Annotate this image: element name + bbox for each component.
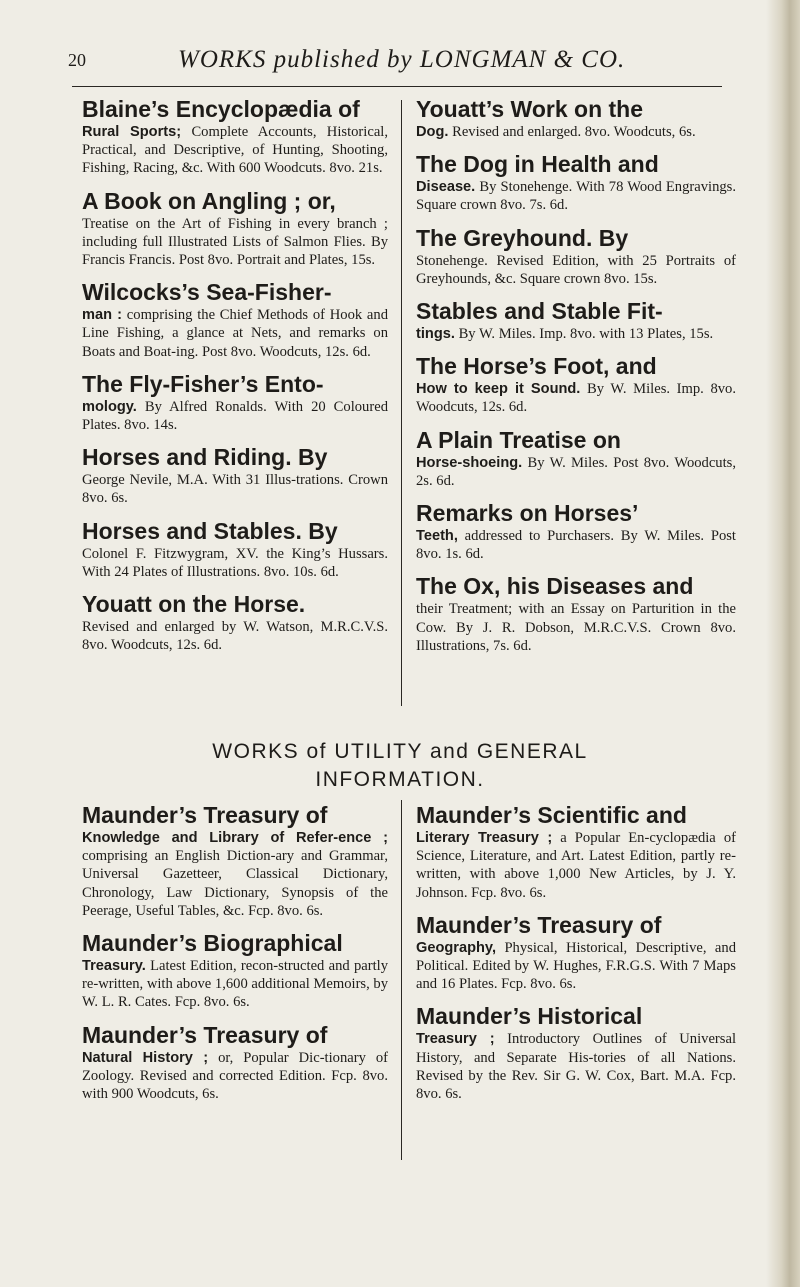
catalogue-entry	[416, 427, 736, 490]
entry-lead: Knowledge and Library of Refer-ence ;	[82, 830, 388, 846]
entry-description: Introductory Outlines of Universal History, and Separate His-tories of all Nations. Revised by the Rev. Sir G. W. Cox, Bart. M.A. Fcp. 8vo. 6s.	[416, 1031, 737, 1103]
entry-body	[82, 215, 388, 270]
header-rule	[72, 86, 722, 87]
entry-description: a Popular En-cyclopædia of Science, Literature, and Art. Latest Edition, partly re-written, with above 1,000 New Articles, by J. Y. Johnson. Fcp. 8vo. 6s.	[416, 830, 736, 901]
catalogue-entry	[416, 573, 736, 655]
entry-description: their Treatment; with an Essay on Parturition in the Cow. By J. R. Dobson, M.R.C.V.S. Crown 8vo. Illustrations, 7s. 6d.	[416, 601, 736, 654]
entry-description: By Alfred Ronalds. With 20 Coloured Plates. 8vo. 14s.	[82, 398, 388, 434]
page-edge-shadow	[766, 0, 800, 1287]
section-heading-line-2: INFORMATION.	[315, 768, 485, 791]
entry-description: Physical, Historical, Descriptive, and Political. Edited by W. Hughes, F.R.G.S. With 7 Maps and 16 Plates. Fcp. 8vo. 6s.	[416, 939, 736, 993]
entry-title: Maunder’s Treasury of	[416, 911, 662, 938]
entry-title: Remarks on Horses’	[416, 500, 639, 527]
entry-title: Horses and Riding. By	[82, 444, 328, 471]
entry-lead: mology.	[82, 398, 137, 415]
entry-description: comprising the Chief Methods of Hook and Line Fishing, a glance at Nets, and remarks on Boats and Boat-ing. Post 8vo. Woodcuts, 12s. 6d.	[82, 307, 388, 360]
entry-description: or, Popular Dic-tionary of Zoology. Revised and corrected Edition. Fcp. 8vo. with 900 Woodcuts, 6s.	[82, 1049, 388, 1103]
entry-description: Revised and enlarged. 8vo. Woodcuts, 6s.	[448, 124, 696, 140]
section-heading-line-1: WORKS of UTILITY and GENERAL	[212, 740, 588, 763]
catalogue-entry	[82, 518, 388, 581]
entry-description: By W. Miles. Post 8vo. Woodcuts, 2s. 6d.	[416, 454, 736, 489]
entry-body	[416, 380, 736, 416]
bottom-right-column	[416, 802, 736, 1113]
bottom-left-column	[82, 802, 388, 1113]
entry-title: The Greyhound. By	[416, 224, 629, 251]
entry-description: Colonel F. Fitzwygram, XV. the King’s Hussars. With 24 Plates of Illustrations. 8vo. 10s. 6d.	[82, 545, 388, 580]
catalogue-entry	[82, 802, 388, 920]
column-divider-bottom	[401, 800, 402, 1160]
entry-title: Stables and Stable Fit-	[416, 298, 663, 325]
catalogue-entry	[416, 151, 736, 214]
catalogue-entry	[416, 802, 736, 902]
entry-body	[416, 325, 736, 343]
entry-lead: Rural Sports;	[82, 124, 182, 140]
entry-body	[82, 829, 388, 920]
entry-description: Stonehenge. Revised Edition, with 25 Portraits of Greyhounds, &c. Square crown 8vo. 15s.	[416, 252, 736, 287]
entry-body	[416, 527, 736, 563]
entry-description: George Nevile, M.A. With 31 Illus-trations. Crown 8vo. 6s.	[82, 472, 388, 507]
entry-body	[416, 1030, 736, 1103]
entry-body	[82, 545, 388, 581]
catalogue-entry	[416, 96, 736, 141]
entry-lead: How to keep it Sound.	[416, 381, 581, 398]
entry-body	[416, 252, 736, 288]
entry-description: Latest Edition, recon-structed and partly re-written, with above 1,600 additional Memoirs, by W. L. R. Cates. Fcp. 8vo. 6s.	[82, 958, 388, 1011]
entry-lead: Disease.	[416, 179, 476, 196]
entry-body	[416, 600, 736, 655]
entry-lead: Horse-shoeing.	[416, 454, 523, 471]
entry-body	[82, 398, 388, 434]
entry-body	[82, 957, 388, 1012]
entry-lead: Treasury ;	[416, 1031, 495, 1048]
page-header	[68, 46, 728, 86]
entry-title: The Horse’s Foot, and	[416, 353, 657, 380]
entry-title: A Book on Angling ; or,	[82, 187, 336, 214]
entry-lead: Natural History ;	[82, 1049, 209, 1066]
entry-title: Youatt’s Work on the	[416, 96, 644, 122]
entry-title: Wilcocks’s Sea-Fisher-	[82, 279, 332, 306]
page-number: 20	[68, 50, 86, 70]
entry-title: Maunder’s Historical	[416, 1003, 643, 1030]
entry-description: Complete Accounts, Historical, Practical, and Descriptive, of Hunting, Shooting, Fishing, Racing, &c. With 600 Woodcuts. 8vo. 21s.	[82, 124, 388, 177]
entry-lead: Geography,	[416, 939, 497, 956]
entry-lead: Dog.	[416, 124, 449, 140]
top-right-column	[416, 96, 736, 665]
entry-title: A Plain Treatise on	[416, 426, 621, 453]
catalogue-entry	[416, 353, 736, 416]
entry-title: The Ox, his Diseases and	[416, 573, 694, 600]
entry-title: Maunder’s Scientific and	[416, 802, 687, 828]
entry-description: comprising an English Diction-ary and Grammar, Universal Gazetteer, Classical Dictionary, Chronology, Law Dictionary, Synopsis of the Peerage, Useful Tables, &c. Fcp. 8vo. 6s.	[82, 848, 388, 919]
entry-title: The Dog in Health and	[416, 151, 659, 178]
entry-title: Blaine’s Encyclopædia of	[82, 96, 360, 122]
entry-body	[82, 1049, 388, 1104]
entry-title: Maunder’s Treasury of	[82, 802, 328, 828]
entry-lead: Teeth,	[416, 528, 458, 545]
entry-body	[416, 123, 736, 141]
column-divider-top	[401, 100, 402, 706]
entry-body	[416, 939, 736, 994]
entry-lead: man :	[82, 307, 123, 324]
section-heading	[68, 738, 732, 794]
entry-title: Maunder’s Biographical	[82, 930, 343, 957]
catalogue-entry	[416, 225, 736, 288]
catalogue-entry	[82, 96, 388, 178]
entry-body	[416, 454, 736, 490]
top-left-column	[82, 96, 388, 664]
entry-body	[82, 306, 388, 361]
entry-body	[82, 123, 388, 178]
entry-description: By Stonehenge. With 78 Wood Engravings. Square crown 8vo. 7s. 6d.	[416, 179, 736, 214]
catalogue-entry	[416, 1003, 736, 1103]
catalogue-entry	[82, 1022, 388, 1104]
entry-body	[416, 829, 736, 902]
catalogue-entry	[82, 444, 388, 507]
catalogue-entry	[82, 188, 388, 270]
entry-body	[82, 618, 388, 654]
entry-body	[82, 471, 388, 507]
entry-lead: Literary Treasury ;	[416, 830, 553, 846]
catalogue-entry	[416, 912, 736, 994]
entry-description: Revised and enlarged by W. Watson, M.R.C.V.S. 8vo. Woodcuts, 12s. 6d.	[82, 619, 388, 654]
catalogue-entry	[82, 371, 388, 434]
entry-title: Horses and Stables. By	[82, 517, 338, 544]
catalogue-entry	[82, 279, 388, 361]
entry-description: By W. Miles. Imp. 8vo. with 13 Plates, 15s.	[454, 326, 714, 343]
running-title: WORKS published by LONGMAN & CO.	[178, 46, 626, 73]
catalogue-entry	[416, 298, 736, 343]
entry-description: By W. Miles. Imp. 8vo. Woodcuts, 12s. 6d.	[416, 381, 736, 416]
entry-lead: tings.	[416, 326, 455, 343]
catalogue-entry	[416, 500, 736, 563]
entry-description: addressed to Purchasers. By W. Miles. Post 8vo. 1s. 6d.	[416, 528, 736, 563]
catalogue-entry	[82, 591, 388, 654]
entry-title: The Fly-Fisher’s Ento-	[82, 370, 324, 397]
entry-body	[416, 178, 736, 214]
entry-title: Maunder’s Treasury of	[82, 1021, 328, 1048]
catalogue-entry	[82, 930, 388, 1012]
entry-description: Treatise on the Art of Fishing in every branch ; including full Illustrated Lists of Salmon Flies. By Francis Francis. Post 8vo. Portrait and Plates, 15s.	[82, 215, 388, 269]
entry-title: Youatt on the Horse.	[82, 591, 306, 618]
entry-lead: Treasury.	[82, 958, 146, 975]
